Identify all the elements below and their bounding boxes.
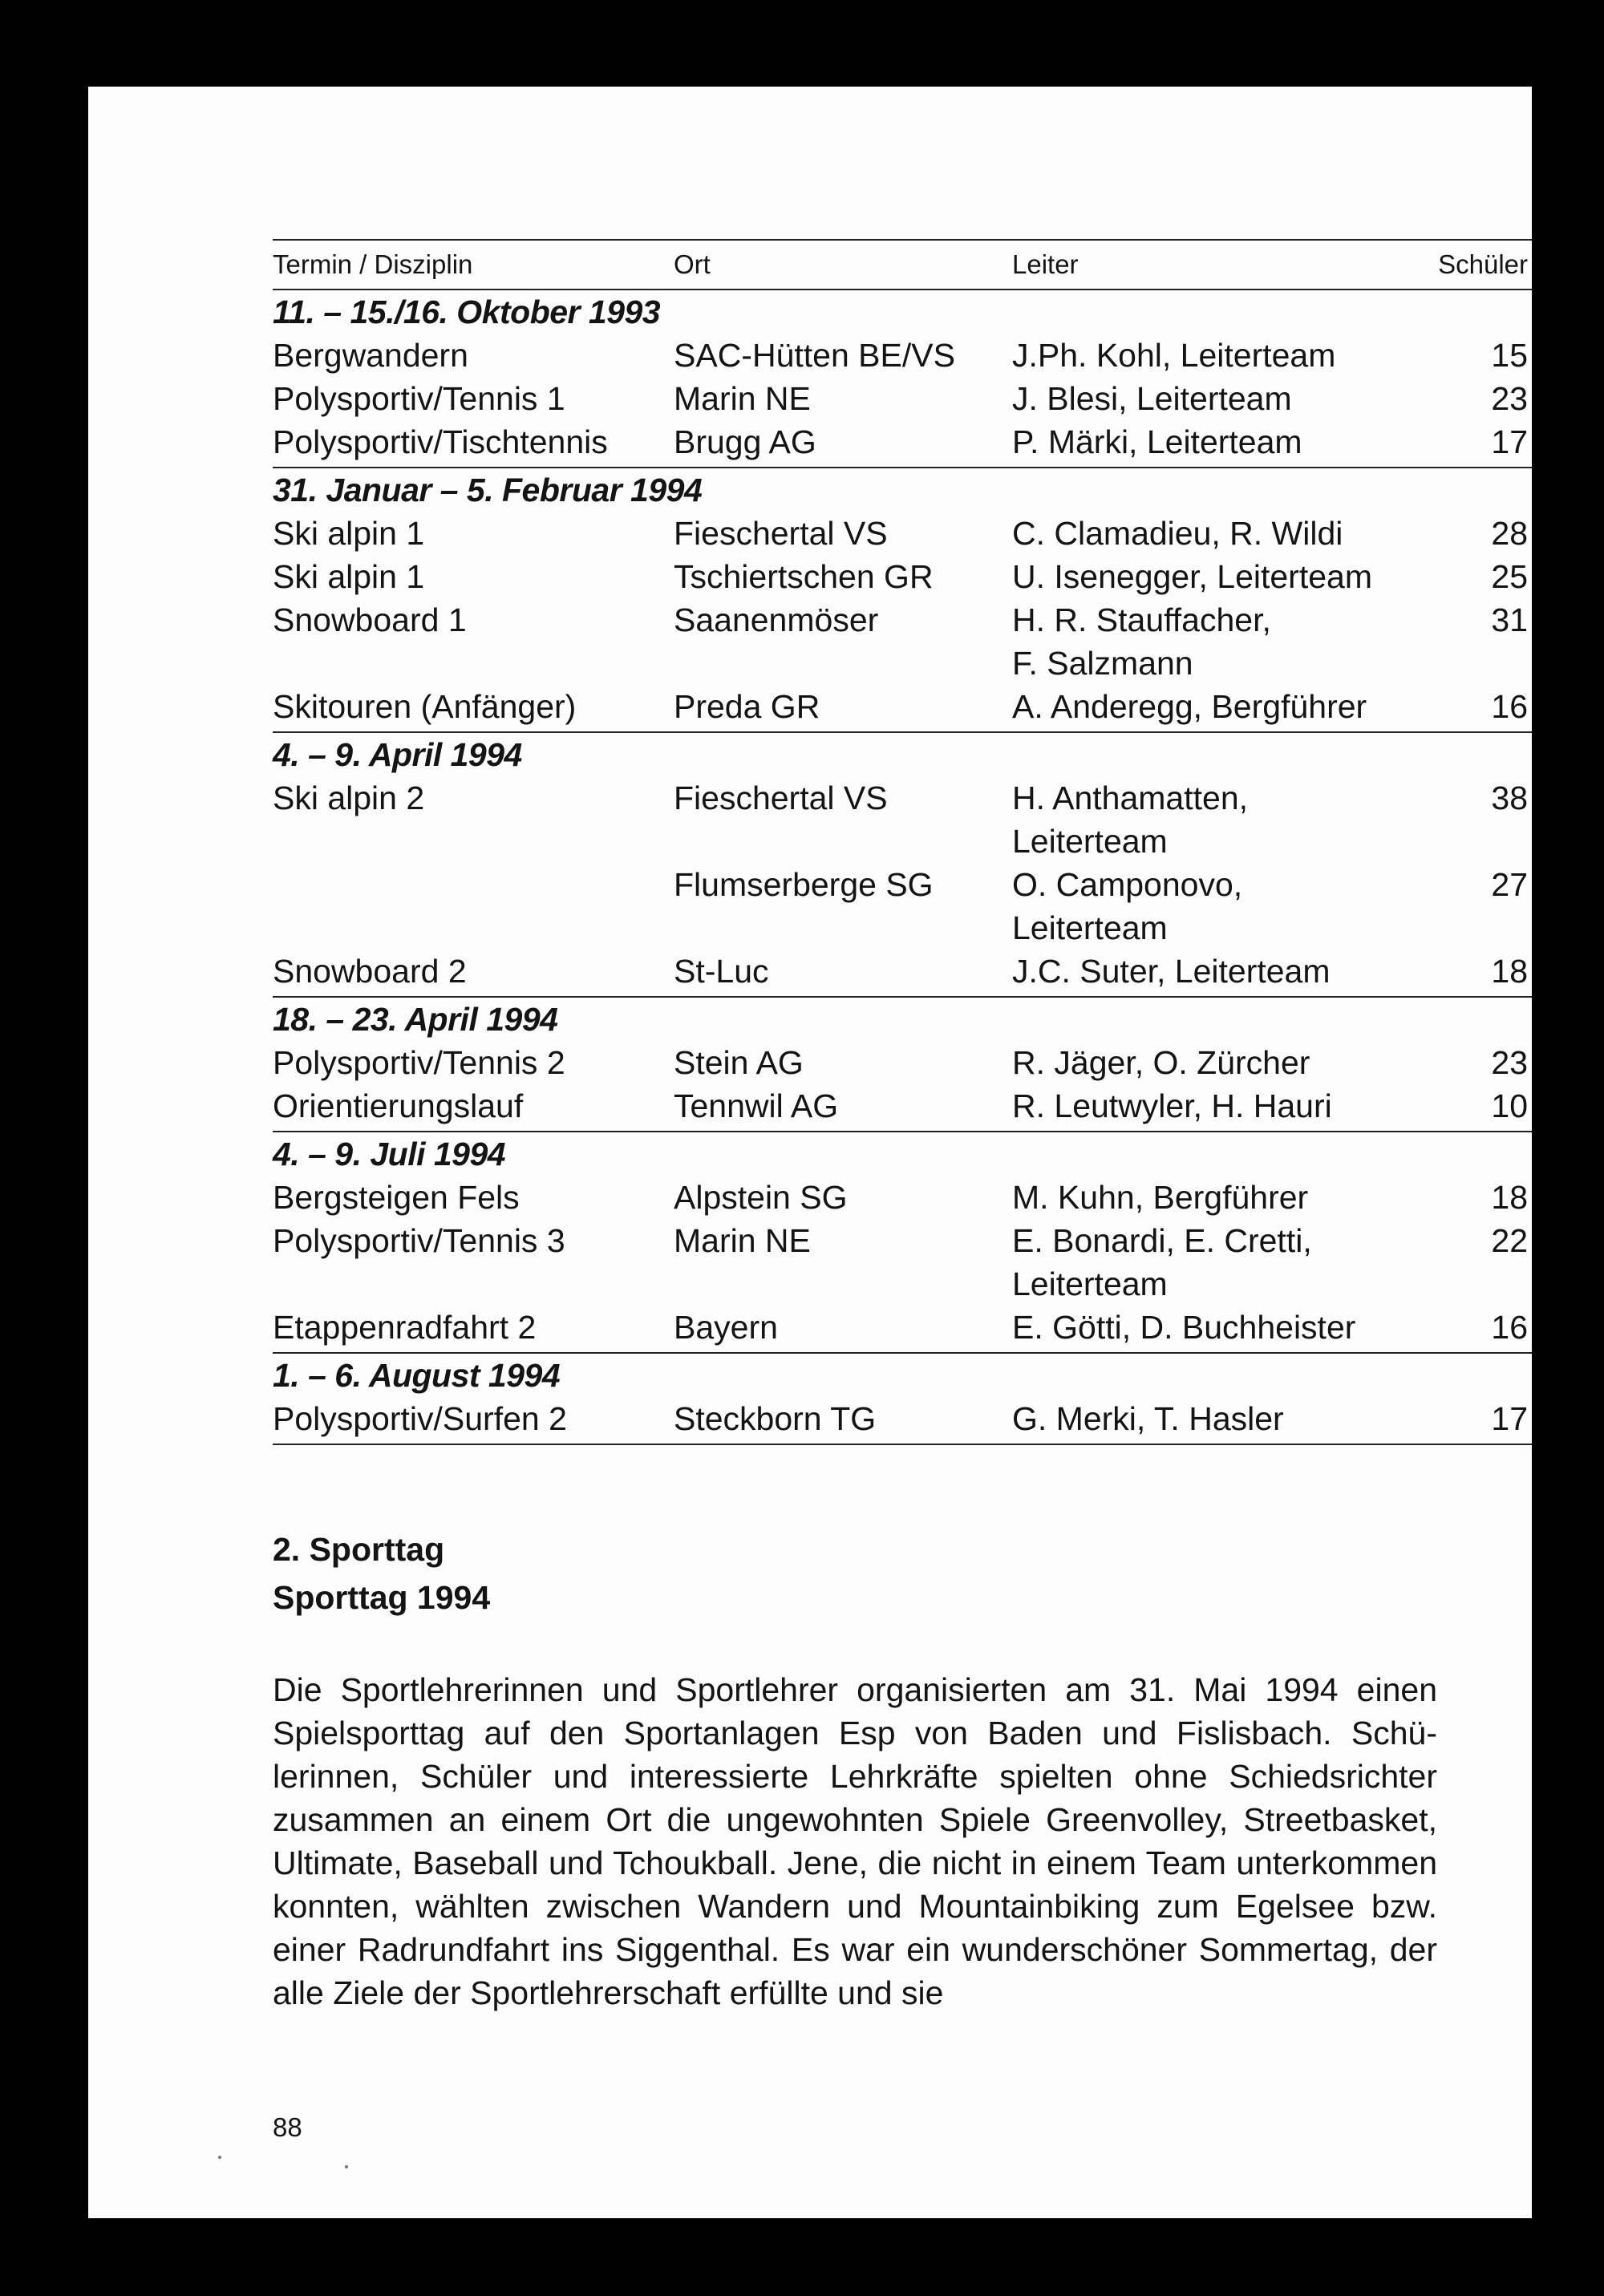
- table-row: [273, 1306, 1532, 1349]
- table-row: [273, 512, 1532, 555]
- cell-disziplin: Etappenradfahrt 2: [273, 1309, 537, 1346]
- header-ort: Ort: [674, 249, 711, 279]
- table-row: [273, 1041, 1532, 1084]
- cell-schueler: 18: [1491, 1179, 1528, 1216]
- table-row: [273, 598, 1532, 642]
- section-date-title: 11. – 15./16. Oktober 1993: [273, 294, 661, 330]
- cell-leiter: O. Camponovo,: [1012, 866, 1243, 903]
- cell-leiter: E. Götti, D. Buchheister: [1012, 1309, 1356, 1346]
- cell-disziplin: Ski alpin 2: [273, 780, 425, 816]
- cell-schueler: 23: [1491, 1044, 1528, 1081]
- cell-ort: [674, 1262, 1012, 1306]
- cell-schueler: 23: [1491, 380, 1528, 417]
- section-date-title: 18. – 23. April 1994: [273, 1001, 558, 1038]
- cell-leiter: Leiterteam: [1012, 909, 1168, 946]
- cell-disziplin: Polysportiv/Tennis 2: [273, 1044, 565, 1081]
- cell-ort: Steckborn TG: [674, 1400, 877, 1437]
- cell-leiter: H. Anthamatten,: [1012, 780, 1249, 816]
- cell-schueler: 18: [1491, 953, 1528, 990]
- table-row: [273, 820, 1532, 863]
- cell-leiter: H. R. Stauffacher,: [1012, 601, 1271, 638]
- table-row: [273, 776, 1532, 820]
- cell-schueler: [1429, 1262, 1528, 1306]
- cell-schueler: [1429, 820, 1528, 863]
- body-paragraph: Die Sportlehrerinnen und Sportlehrer organisierten am 31. Mai 1994 einen Spielsporttag auf den Sportanlagen Esp von Baden und Fislisbach. Schülerinnen, Schüler und interessierte Lehrkräfte spielten ohne Schiedsrichter zusammen an einem Ort die ungewohnten Spiele Greenvolley, Streetbasket, Ultimate, Baseball und Tchoukball. Jene, die nicht in einem Team unterkommen konnten, wählten zwischen Wandern und Mountainbiking zum Egelsee bzw. einer Radrundfahrt ins Siggenthal. Es war ein wunderschöner Sommertag, der alle Ziele der Sportlehrerschaft erfüllte und sie: [273, 1671, 1437, 2011]
- table-row: [273, 863, 1532, 906]
- table-row: [273, 1219, 1532, 1262]
- cell-leiter: R. Leutwyler, H. Hauri: [1012, 1087, 1332, 1124]
- cell-leiter: J.Ph. Kohl, Leiterteam: [1012, 337, 1336, 374]
- cell-leiter: U. Isenegger, Leiterteam: [1012, 558, 1372, 595]
- cell-leiter: Leiterteam: [1012, 823, 1168, 860]
- cell-ort: Tschiertschen GR: [674, 558, 934, 595]
- cell-schueler: 10: [1491, 1087, 1528, 1124]
- cell-ort: Alpstein SG: [674, 1179, 848, 1216]
- header-leiter: Leiter: [1012, 249, 1079, 279]
- cell-leiter: E. Bonardi, E. Cretti,: [1012, 1222, 1312, 1259]
- cell-ort: St-Luc: [674, 953, 769, 990]
- cell-disziplin: Bergsteigen Fels: [273, 1179, 520, 1216]
- document-page: [88, 87, 1532, 2218]
- cell-leiter: Leiterteam: [1012, 1265, 1168, 1302]
- cell-leiter: M. Kuhn, Bergführer: [1012, 1179, 1309, 1216]
- schedule-section: [273, 998, 1532, 1132]
- scan-speck: [218, 2156, 221, 2159]
- cell-schueler: 27: [1491, 866, 1528, 903]
- table-row: [273, 1176, 1532, 1219]
- cell-schueler: 15: [1491, 337, 1528, 374]
- cell-leiter: F. Salzmann: [1012, 645, 1193, 682]
- cell-disziplin: [273, 642, 674, 685]
- header-schueler: Schüler: [1438, 249, 1528, 279]
- cell-schueler: 22: [1491, 1222, 1528, 1259]
- cell-schueler: [1429, 906, 1528, 950]
- page-number: 88: [273, 2112, 302, 2142]
- cell-ort: Flumserberge SG: [674, 866, 934, 903]
- cell-ort: Marin NE: [674, 1222, 811, 1259]
- cell-schueler: 25: [1491, 558, 1528, 595]
- cell-ort: Stein AG: [674, 1044, 804, 1081]
- cell-ort: Saanenmöser: [674, 601, 879, 638]
- cell-ort: [674, 820, 1012, 863]
- cell-leiter: P. Märki, Leiterteam: [1012, 423, 1302, 460]
- cell-ort: [674, 906, 1012, 950]
- table-row: [273, 906, 1532, 950]
- cell-ort: Bayern: [674, 1309, 778, 1346]
- cell-disziplin: Ski alpin 1: [273, 515, 425, 552]
- table-row: [273, 555, 1532, 598]
- cell-disziplin: Orientierungslauf: [273, 1087, 524, 1124]
- cell-disziplin: [273, 1262, 674, 1306]
- cell-schueler: 17: [1491, 1400, 1528, 1437]
- section-date-title: 4. – 9. April 1994: [273, 736, 522, 773]
- schedule-section: [273, 1132, 1532, 1354]
- schedule-section: [273, 290, 1532, 468]
- section-heading: 2. Sporttag: [273, 1531, 445, 1568]
- schedule-section: [273, 468, 1532, 733]
- cell-leiter: C. Clamadieu, R. Wildi: [1012, 515, 1343, 552]
- cell-ort: Marin NE: [674, 380, 811, 417]
- cell-schueler: 28: [1491, 515, 1528, 552]
- cell-ort: Fieschertal VS: [674, 515, 888, 552]
- table-row: [273, 1084, 1532, 1128]
- cell-disziplin: [273, 820, 674, 863]
- cell-schueler: [1429, 642, 1528, 685]
- cell-disziplin: Polysportiv/Tennis 1: [273, 380, 565, 417]
- section-date-title: 4. – 9. Juli 1994: [273, 1136, 506, 1172]
- table-row: [273, 334, 1532, 377]
- cell-disziplin: [273, 863, 674, 906]
- cell-disziplin: Polysportiv/Tennis 3: [273, 1222, 565, 1259]
- page-content: [273, 239, 1532, 2015]
- cell-ort: Preda GR: [674, 688, 820, 725]
- table-row: [273, 420, 1532, 464]
- schedule-section: [273, 733, 1532, 998]
- cell-disziplin: Snowboard 1: [273, 601, 467, 638]
- table-row: [273, 685, 1532, 728]
- cell-ort: SAC-Hütten BE/VS: [674, 337, 955, 374]
- header-termin: Termin / Disziplin: [273, 249, 473, 279]
- section-date-title: 1. – 6. August 1994: [273, 1357, 561, 1394]
- cell-ort: [674, 642, 1012, 685]
- cell-disziplin: Skitouren (Anfänger): [273, 688, 577, 725]
- cell-schueler: 16: [1491, 1309, 1528, 1346]
- cell-disziplin: Polysportiv/Tischtennis: [273, 423, 608, 460]
- cell-schueler: 31: [1491, 601, 1528, 638]
- cell-leiter: J. Blesi, Leiterteam: [1012, 380, 1292, 417]
- cell-leiter: J.C. Suter, Leiterteam: [1012, 953, 1331, 990]
- table-row: [273, 642, 1532, 685]
- cell-disziplin: [273, 906, 674, 950]
- schedule-section: [273, 1354, 1532, 1445]
- table-body: [273, 290, 1532, 1445]
- table-row: [273, 950, 1532, 993]
- cell-leiter: G. Merki, T. Hasler: [1012, 1400, 1284, 1437]
- cell-disziplin: Snowboard 2: [273, 953, 467, 990]
- cell-disziplin: Bergwandern: [273, 337, 468, 374]
- cell-schueler: 17: [1491, 423, 1528, 460]
- table-row: [273, 1262, 1532, 1306]
- cell-ort: Fieschertal VS: [674, 780, 888, 816]
- cell-schueler: 38: [1491, 780, 1528, 816]
- section-date-title: 31. Januar – 5. Februar 1994: [273, 472, 703, 508]
- cell-ort: Tennwil AG: [674, 1087, 839, 1124]
- cell-schueler: 16: [1491, 688, 1528, 725]
- sub-heading: Sporttag 1994: [273, 1579, 491, 1616]
- cell-leiter: A. Anderegg, Bergführer: [1012, 688, 1367, 725]
- scan-speck: [345, 2165, 348, 2168]
- table-row: [273, 377, 1532, 420]
- table-row: [273, 1397, 1532, 1440]
- cell-ort: Brugg AG: [674, 423, 816, 460]
- cell-disziplin: Polysportiv/Surfen 2: [273, 1400, 567, 1437]
- table-header: [273, 239, 1532, 290]
- cell-leiter: R. Jäger, O. Zürcher: [1012, 1044, 1310, 1081]
- cell-disziplin: Ski alpin 1: [273, 558, 425, 595]
